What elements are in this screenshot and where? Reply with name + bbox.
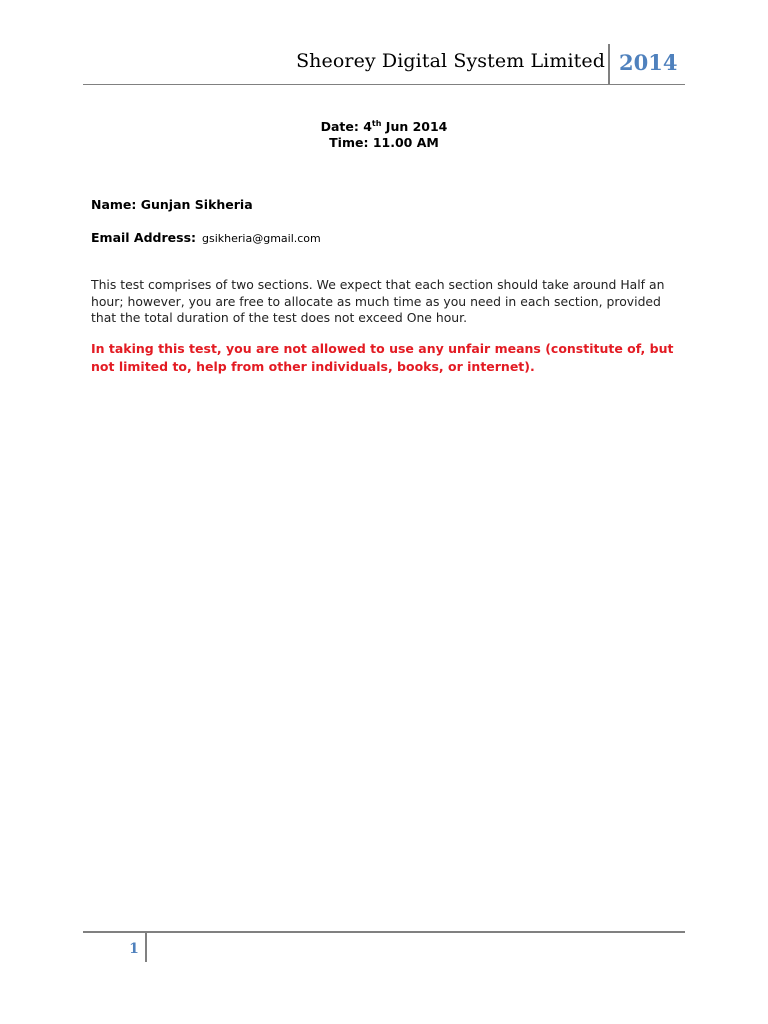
header-rule xyxy=(83,84,685,85)
email-value: gsikheria@gmail.com xyxy=(202,232,321,245)
unfair-means-warning: In taking this test, you are not allowed to use any unfair means (constitute of, but not limited to, help from other individuals, books, or internet). xyxy=(91,341,674,374)
footer-divider xyxy=(145,933,147,962)
test-schedule xyxy=(83,119,685,151)
date-suffix: Jun 2014 xyxy=(381,119,448,134)
candidate-name: Name: Gunjan Sikheria xyxy=(91,197,253,212)
header-divider xyxy=(608,44,610,85)
page-number: 1 xyxy=(129,941,139,957)
header-year: 2014 xyxy=(619,50,678,75)
candidate-email xyxy=(91,230,321,245)
company-name: Sheorey Digital System Limited xyxy=(296,50,605,72)
date-ordinal: th xyxy=(371,119,382,128)
intro-paragraph: This test comprises of two sections. We expect that each section should take around Half an hour; however, you are free to allocate as much time as you need in each section, provided that the total duration of the test does not exceed One hour. xyxy=(91,277,665,325)
page-footer xyxy=(83,931,685,963)
test-date xyxy=(83,119,685,135)
email-label: Email Address: xyxy=(91,230,197,245)
test-time: Time: 11.00 AM xyxy=(329,135,439,150)
page-header xyxy=(83,44,685,86)
footer-rule xyxy=(83,931,685,933)
date-prefix: Date: 4 xyxy=(320,119,372,134)
